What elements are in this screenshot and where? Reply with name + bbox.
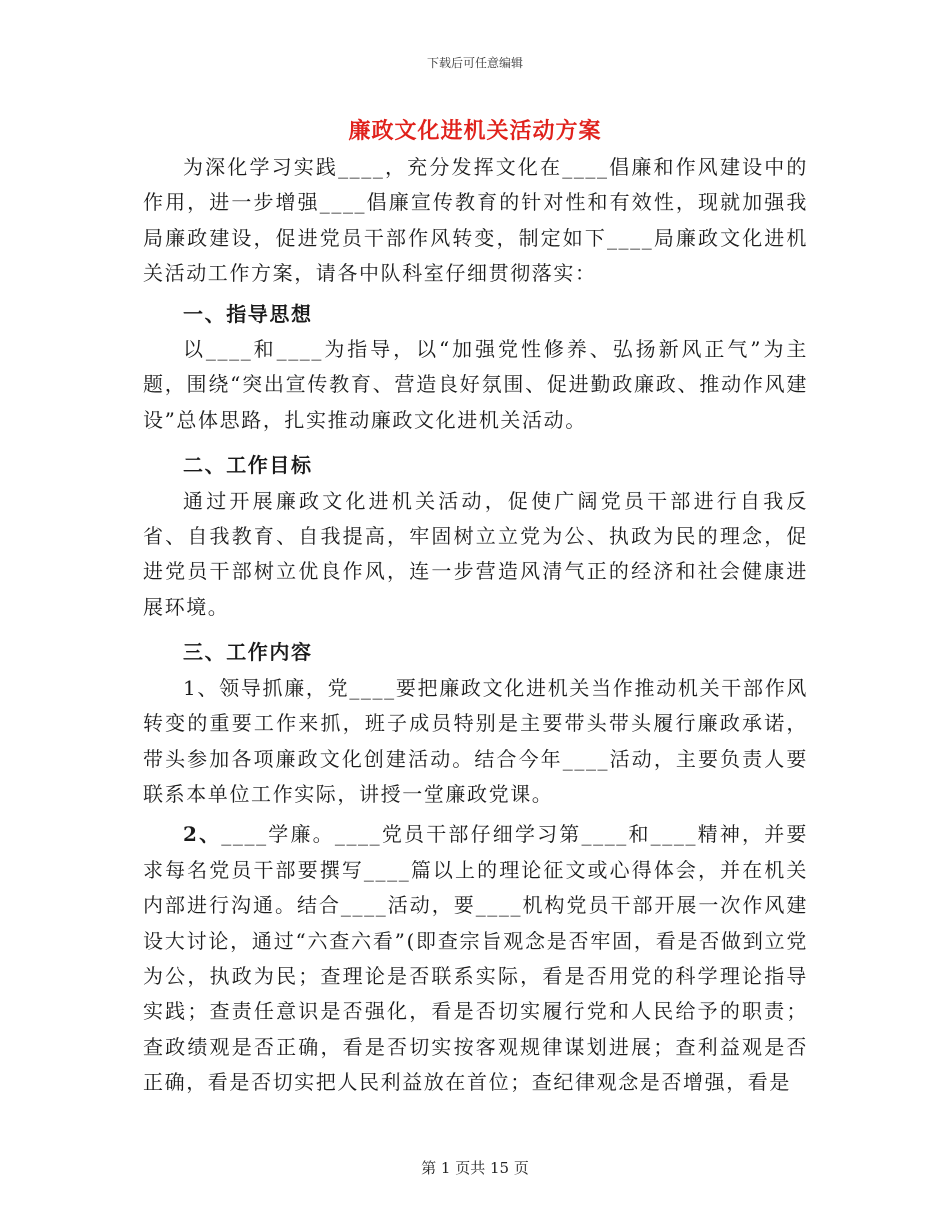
- section-paragraph: 以____和____为指导，以“加强党性修养、弘扬新风正气”为主题，围绕“突出宣传教育、营造良好氛围、促进勤政廉政、推动作风建设”总体思路，扎实推动廉政文化进机关活动。: [143, 337, 808, 432]
- item-2-text: ____学廉。____党员干部仔细学习第____和____精神，并要求每名党员干部要撰写____篇以上的理论征文或心得体会，并在机关内部进行沟通。结合____活动，要____机构党员干部开展一次作风建设大讨论，通过“六查六看”(即查宗旨观念是否牢固，看是否做到立党为公，执政为民；查理论是否联系实际，看是否用党的科学理论指导实践；查责任意识是否强化，看是否切实履行党和人民给予的职责；查政绩观是否正确，看是否切实按客观规律谋划进展；查利益观是否正确，看是否切实把人民利益放在首位；查纪律观念是否增强，看是: [143, 822, 808, 1095]
- section-paragraph: 1、领导抓廉，党____要把廉政文化进机关当作推动机关干部作风转变的重要工作来抓，班子成员特别是主要带头带头履行廉政承诺，带头参加各项廉政文化创建活动。结合今年____活动，主要负责人要联系本单位工作实际，讲授一堂廉政党课。: [143, 675, 808, 806]
- section-heading-work-goals: 二、工作目标: [183, 453, 313, 478]
- item-2-paragraph: [143, 817, 808, 1100]
- section-paragraph: 通过开展廉政文化进机关活动，促使广阔党员干部进行自我反省、自我教育、自我提高，牢固树立立党为公、执政为民的理念，促进党员干部树立优良作风，连一步营造风清气正的经济和社会健康进展环境。: [143, 488, 808, 619]
- page-footer: 第 1 页共 15 页: [421, 1159, 529, 1177]
- section-heading-work-content: 三、工作内容: [183, 640, 313, 665]
- intro-paragraph: 为深化学习实践____，充分发挥文化在____倡廉和作风建设中的作用，进一步增强____倡廉宣传教育的针对性和有效性，现就加强我局廉政建设，促进党员干部作风转变，制定如下____局廉政文化进机关活动工作方案，请各中队科室仔细贯彻落实：: [143, 155, 808, 286]
- document-body: [143, 150, 808, 1101]
- header-note: 下载后可任意编辑: [426, 56, 523, 70]
- document-title: 廉政文化进机关活动方案: [348, 118, 602, 144]
- item-2-number: 2、: [183, 822, 222, 847]
- section-heading-guiding-ideology: 一、指导思想: [183, 301, 313, 326]
